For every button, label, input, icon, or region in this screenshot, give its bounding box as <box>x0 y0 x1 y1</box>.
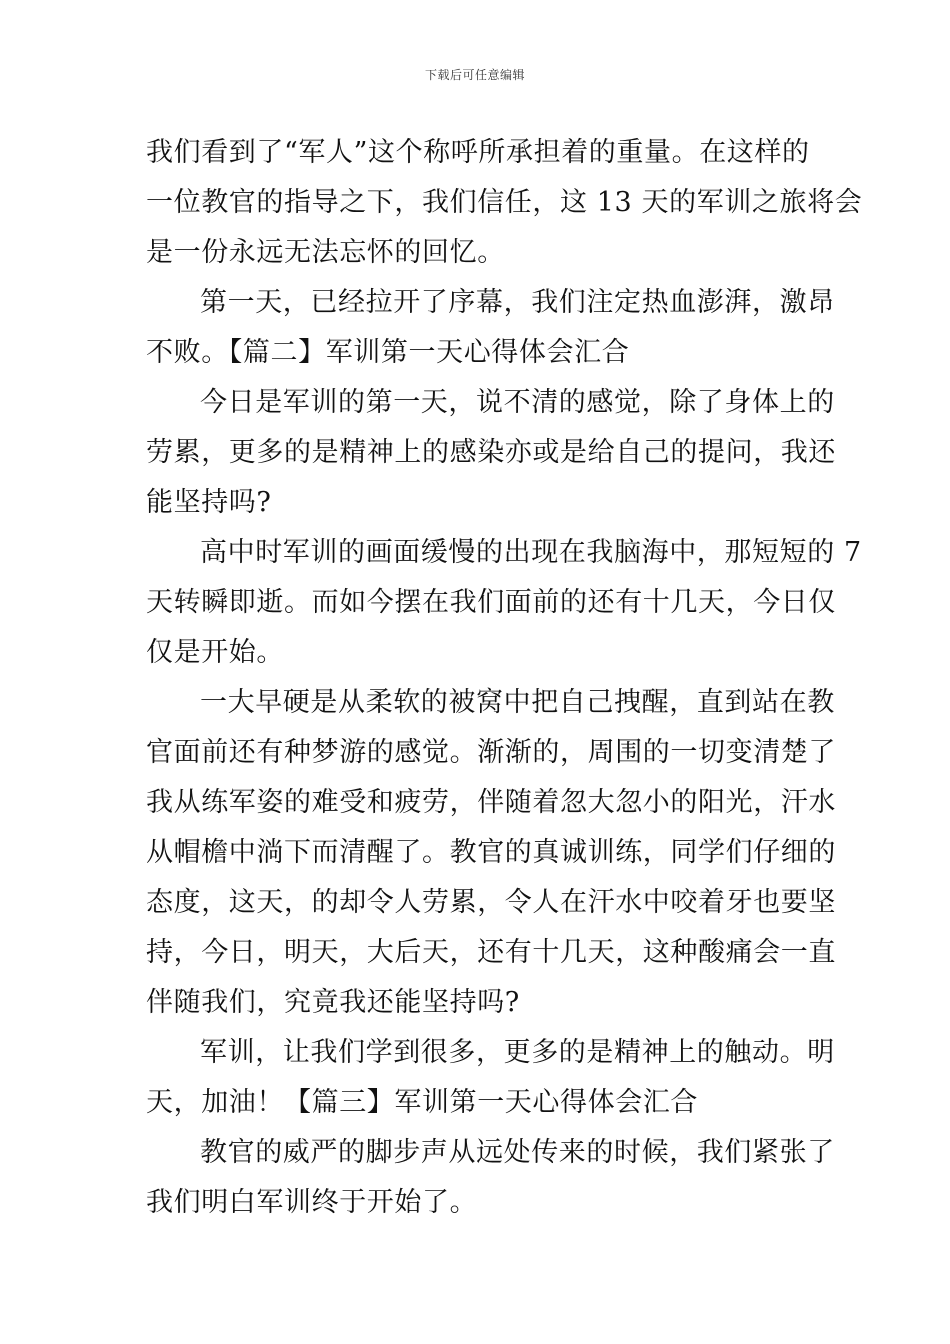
text-line: 天，加油！【篇三】军训第一天心得体会汇合 <box>146 1087 698 1118</box>
body-text <box>146 128 863 1228</box>
text-line: 我们看到了“军人”这个称呼所承担着的重量。在这样的 <box>146 137 810 168</box>
text-line: 仅是开始。 <box>146 637 284 668</box>
text-line: 能坚持吗? <box>146 487 272 518</box>
text-line: 教官的威严的脚步声从远处传来的时候，我们紧张了 <box>200 1137 835 1168</box>
text-line: 一大早硬是从柔软的被窝中把自己拽醒，直到站在教 <box>200 687 835 718</box>
text-line: 高中时军训的画面缓慢的出现在我脑海中，那短短的 7 <box>200 537 862 568</box>
text-line: 天转瞬即逝。而如今摆在我们面前的还有十几天，今日仅 <box>146 587 836 618</box>
text-line: 我们明白军训终于开始了。 <box>146 1187 478 1218</box>
text-line: 官面前还有种梦游的感觉。渐渐的，周围的一切变清楚了 <box>146 737 836 768</box>
text-line: 持，今日，明天，大后天，还有十几天，这种酸痛会一直 <box>146 937 836 968</box>
text-line: 是一份永远无法忘怀的回忆。 <box>146 237 505 268</box>
page-header: 下载后可任意编辑 <box>424 68 525 82</box>
text-line: 不败。【篇二】军训第一天心得体会汇合 <box>146 337 630 368</box>
text-line: 今日是军训的第一天，说不清的感觉，除了身体上的 <box>200 387 835 418</box>
text-line: 军训，让我们学到很多，更多的是精神上的触动。明 <box>200 1037 835 1068</box>
text-line: 一位教官的指导之下，我们信任，这 13 天的军训之旅将会 <box>146 187 863 218</box>
text-line: 劳累，更多的是精神上的感染亦或是给自己的提问，我还 <box>146 437 836 468</box>
text-line: 第一天，已经拉开了序幕，我们注定热血澎湃，激昂 <box>200 287 835 318</box>
text-line: 态度，这天，的却令人劳累，令人在汗水中咬着牙也要坚 <box>146 887 836 918</box>
text-line: 从帽檐中淌下而清醒了。教官的真诚训练，同学们仔细的 <box>146 837 836 868</box>
text-line: 伴随我们，究竟我还能坚持吗? <box>146 987 520 1018</box>
text-line: 我从练军姿的难受和疲劳，伴随着忽大忽小的阳光，汗水 <box>146 787 836 818</box>
